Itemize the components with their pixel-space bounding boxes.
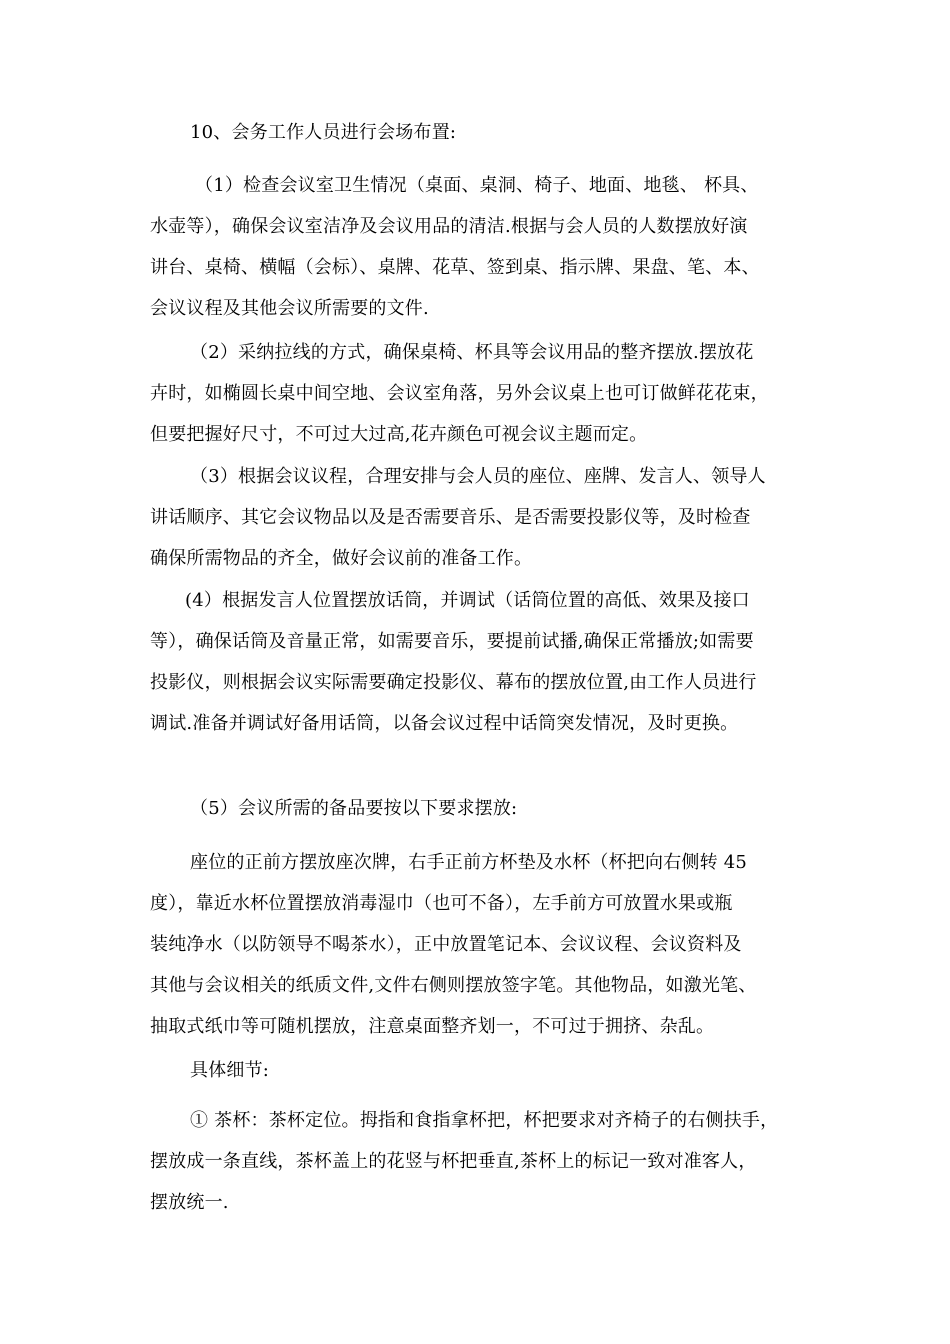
paragraph-2 — [150, 332, 810, 455]
paragraph-line: 具体细节: — [190, 1060, 270, 1081]
paragraph-line: 讲台、桌椅、横幅（会标）、桌牌、花草、签到桌、指示牌、果盘、笔、本、 — [150, 257, 760, 278]
heading-line: 10、会务工作人员进行会场布置: — [190, 122, 457, 143]
paragraph-3 — [150, 456, 810, 579]
paragraph-line: （2）采纳拉线的方式，确保桌椅、杯具等会议用品的整齐摆放.摆放花 — [190, 342, 754, 363]
paragraph-1 — [150, 165, 810, 329]
paragraph-line: 装纯净水（以防领导不喝茶水），正中放置笔记本、会议议程、会议资料及 — [150, 934, 742, 955]
paragraph-line: 抽取式纸巾等可随机摆放，注意桌面整齐划一，不可过于拥挤、杂乱。 — [150, 1016, 715, 1037]
paragraph-line: (4）根据发言人位置摆放话筒，并调试（话筒位置的高低、效果及接口 — [185, 590, 750, 611]
section-heading — [190, 112, 850, 153]
paragraph-line: （1）检查会议室卫生情况（桌面、桌洞、椅子、地面、地毯、 杯具、 — [195, 175, 759, 196]
paragraph-line: （5）会议所需的备品要按以下要求摆放: — [190, 798, 518, 819]
paragraph-line: 但要把握好尺寸，不可过大过高,花卉颜色可视会议主题而定。 — [150, 424, 648, 445]
paragraph-line: 讲话顺序、其它会议物品以及是否需要音乐、是否需要投影仪等，及时检查 — [150, 507, 751, 528]
paragraph-line: 卉时，如椭圆长桌中间空地、会议室角落，另外会议桌上也可订做鲜花花束， — [150, 383, 769, 404]
paragraph-6 — [150, 842, 810, 1047]
paragraph-7 — [150, 1050, 810, 1091]
paragraph-line: 度），靠近水杯位置摆放消毒湿巾（也可不备），左手前方可放置水果或瓶 — [150, 893, 733, 914]
paragraph-line: 投影仪，则根据会议实际需要确定投影仪、幕布的摆放位置,由工作人员进行 — [150, 672, 757, 693]
paragraph-line: 摆放成一条直线，茶杯盖上的花竖与杯把垂直,茶杯上的标记一致对准客人， — [150, 1151, 757, 1172]
paragraph-5 — [150, 788, 810, 829]
paragraph-line: （3）根据会议议程，合理安排与会人员的座位、座牌、发言人、领导人 — [190, 466, 766, 487]
paragraph-line: ① 茶杯：茶杯定位。拇指和食指拿杯把，杯把要求对齐椅子的右侧扶手， — [190, 1110, 779, 1131]
paragraph-line: 调试.准备并调试好备用话筒，以备会议过程中话筒突发情况，及时更换。 — [150, 713, 739, 734]
paragraph-line: 确保所需物品的齐全，做好会议前的准备工作。 — [150, 548, 533, 569]
paragraph-line: 水壶等），确保会议室洁净及会议用品的清洁.根据与会人员的人数摆放好演 — [150, 216, 748, 237]
paragraph-4 — [150, 580, 810, 744]
paragraph-line: 会议议程及其他会议所需要的文件. — [150, 298, 429, 319]
paragraph-line: 其他与会议相关的纸质文件,文件右侧则摆放签字笔。其他物品，如激光笔、 — [150, 975, 757, 996]
paragraph-line: 等），确保话筒及音量正常，如需要音乐，要提前试播,确保正常播放;如需要 — [150, 631, 754, 652]
paragraph-line: 座位的正前方摆放座次牌，右手正前方杯垫及水杯（杯把向右侧转 45 — [190, 852, 748, 873]
paragraph-line: 摆放统一. — [150, 1192, 229, 1213]
paragraph-8 — [150, 1100, 810, 1223]
